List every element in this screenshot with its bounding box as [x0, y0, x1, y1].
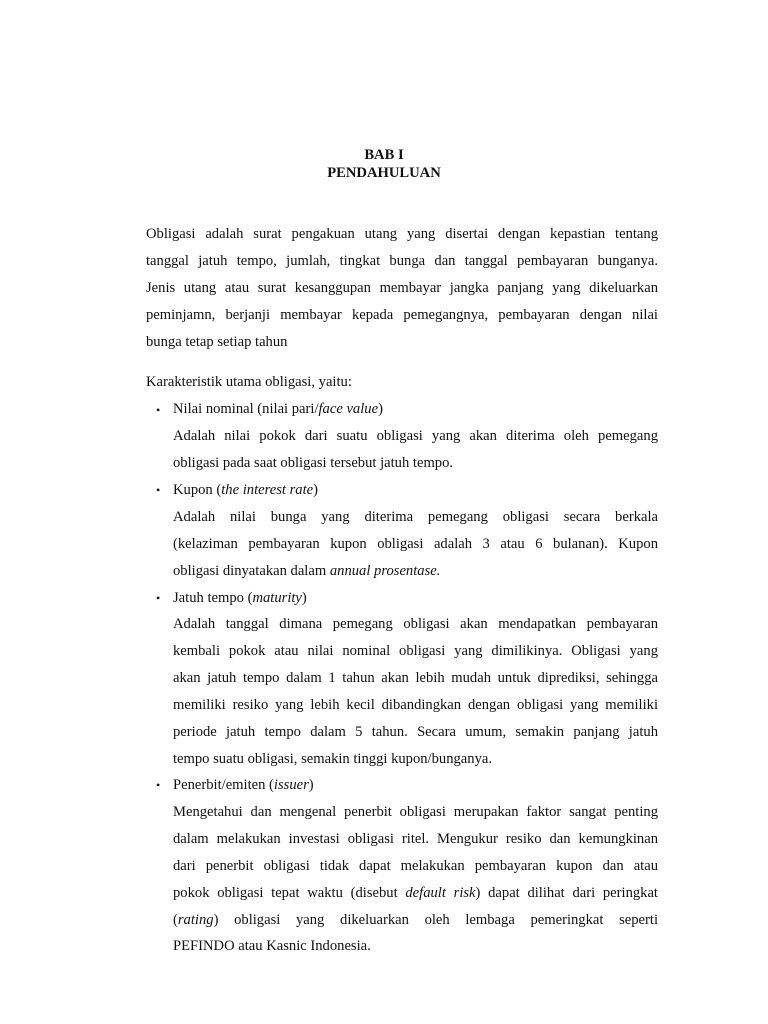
item-3-line-1: Adalah tanggal dimana pemegang obligasi akan mendapatkan pembayaran: [173, 616, 658, 632]
item-3-line-6: tempo suatu obligasi, semakin tinggi kupon/bunganya.: [173, 751, 492, 767]
item-2-line-3: obligasi dinyatakan dalam annual prosentase.: [173, 563, 441, 579]
item-4-line-3: dari penerbit obligasi tidak dapat melakukan pembayaran kupon dan atau: [173, 858, 658, 874]
item-4-line-5: (rating) obligasi yang dikeluarkan oleh lembaga pemeringkat seperti: [173, 912, 658, 928]
intro-line-5: bunga tetap setiap tahun: [146, 334, 288, 350]
chapter-label: BAB I: [364, 147, 404, 163]
item-3-title: Jatuh tempo (maturity): [173, 590, 307, 606]
item-3-line-3: akan jatuh tempo dalam 1 tahun akan lebih mudah untuk diprediksi, sehingga: [173, 670, 658, 686]
item-3-line-5: periode jatuh tempo dalam 5 tahun. Secara umum, semakin panjang jatuh: [173, 724, 658, 740]
item-2-line-1: Adalah nilai bunga yang diterima pemegang obligasi secara berkala: [173, 509, 658, 525]
item-4-line-1: Mengetahui dan mengenal penerbit obligasi merupakan faktor sangat penting: [173, 804, 658, 820]
item-1-title: Nilai nominal (nilai pari/face value): [173, 401, 383, 417]
intro-line-2: tanggal jatuh tempo, jumlah, tingkat bunga dan tanggal pembayaran bunganya.: [146, 253, 658, 269]
item-4-line-4: pokok obligasi tepat waktu (disebut default risk) dapat dilihat dari peringkat: [173, 885, 658, 901]
item-3-line-2: kembali pokok atau nilai nominal obligasi yang dimilikinya. Obligasi yang: [173, 643, 658, 659]
item-3-line-4: memiliki resiko yang lebih kecil dibandingkan dengan obligasi yang memiliki: [173, 697, 658, 713]
intro-line-4: peminjamn, berjanji membayar kepada pemegangnya, pembayaran dengan nilai: [146, 307, 658, 323]
intro-line-3: Jenis utang atau surat kesanggupan membayar jangka panjang yang dikeluarkan: [146, 280, 658, 296]
item-1-line-2: obligasi pada saat obligasi tersebut jatuh tempo.: [173, 455, 454, 471]
chapter-title: PENDAHULUAN: [327, 165, 441, 181]
intro-line-1: Obligasi adalah surat pengakuan utang yang disertai dengan kepastian tentang: [146, 226, 658, 242]
item-2-line-2: (kelaziman pembayaran kupon obligasi adalah 3 atau 6 bulanan). Kupon: [173, 536, 658, 552]
bullet-1: •: [156, 403, 161, 417]
item-2-title: Kupon (the interest rate): [173, 482, 318, 498]
characteristics-intro: Karakteristik utama obligasi, yaitu:: [146, 374, 352, 390]
bullet-4: •: [156, 778, 161, 792]
item-4-title: Penerbit/emiten (issuer): [173, 777, 314, 793]
bullet-3: •: [156, 591, 161, 605]
item-4-line-2: dalam melakukan investasi obligasi ritel. Mengukur resiko dan kemungkinan: [173, 831, 658, 847]
bullet-2: •: [156, 483, 161, 497]
item-4-line-6: PEFINDO atau Kasnic Indonesia.: [173, 938, 371, 954]
item-1-line-1: Adalah nilai pokok dari suatu obligasi yang akan diterima oleh pemegang: [173, 428, 658, 444]
